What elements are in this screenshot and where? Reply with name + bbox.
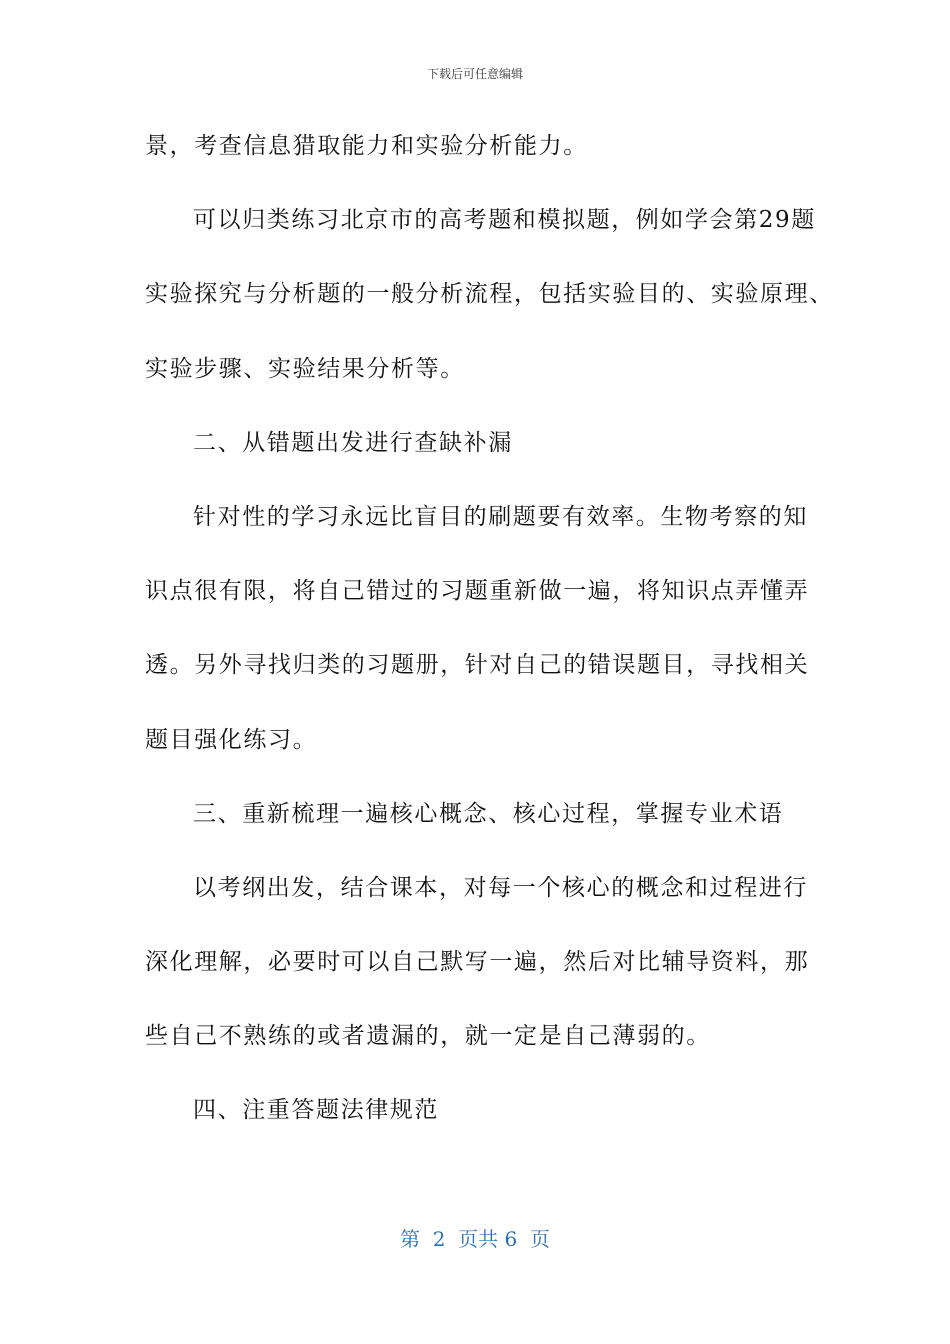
section-heading: 三、重新梳理一遍核心概念、核心过程，掌握专业术语 bbox=[193, 800, 784, 827]
page-number-footer: 第 2 页共 6 页 bbox=[400, 1227, 550, 1251]
paragraph-line: 些自己不熟练的或者遗漏的，就一定是自己薄弱的。 bbox=[145, 1023, 711, 1050]
paragraph-line: 针对性的学习永远比盲目的刷题要有效率。生物考察的知 bbox=[193, 503, 808, 530]
paragraph-line: 实验探究与分析题的一般分析流程，包括实验目的、实验原理、 bbox=[145, 281, 834, 308]
paragraph-line: 实验步骤、实验结果分析等。 bbox=[145, 355, 465, 382]
section-heading: 二、从错题出发进行查缺补漏 bbox=[193, 429, 513, 456]
paragraph-line: 以考纲出发，结合课本，对每一个核心的概念和过程进行 bbox=[193, 874, 808, 901]
page-header: 下载后可任意编辑 bbox=[426, 67, 523, 81]
paragraph-line: 深化理解，必要时可以自己默写一遍，然后对比辅导资料，那 bbox=[145, 949, 810, 976]
document-body bbox=[145, 124, 834, 1163]
paragraph-line: 可以归类练习北京市的高考题和模拟题，例如学会第29题 bbox=[193, 207, 816, 234]
paragraph-line: 景，考查信息猎取能力和实验分析能力。 bbox=[145, 133, 588, 159]
paragraph-line: 识点很有限，将自己错过的习题重新做一遍，将知识点弄懂弄 bbox=[145, 578, 810, 605]
paragraph-line: 透。另外寻找归类的习题册，针对自己的错误题目，寻找相关 bbox=[145, 652, 810, 679]
section-heading: 四、注重答题法律规范 bbox=[193, 1097, 439, 1124]
paragraph-line: 题目强化练习。 bbox=[145, 726, 318, 753]
